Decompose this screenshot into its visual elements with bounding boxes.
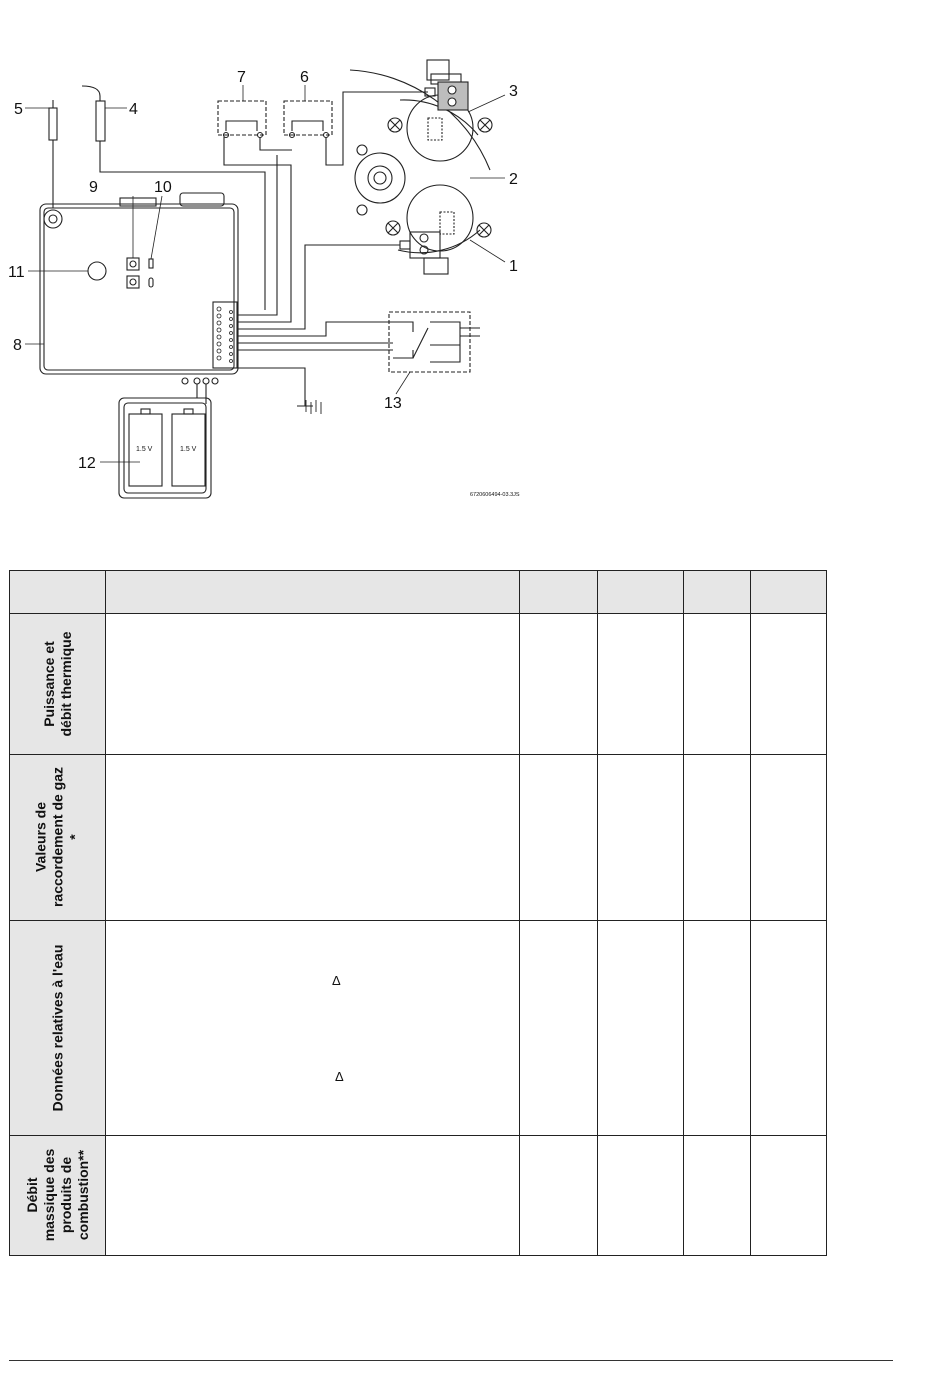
control-unit [40,204,238,374]
callout: 11 [8,264,25,281]
button-11 [88,262,106,280]
section-label: Valeurs de raccordement de gaz * [10,755,106,920]
technical-data-table [9,570,827,1256]
callout: 2 [509,171,518,188]
wiring-diagram [0,0,950,520]
switch-6 [284,101,332,135]
figure-reference: 6720606494-03.3JS [470,492,520,498]
battery-label: 1.5 V [180,446,197,453]
indicator-9 [127,258,139,270]
callout: 9 [89,179,98,196]
callout: 5 [14,101,23,118]
footer-rule [9,1360,893,1361]
callout: 3 [509,83,518,100]
callout: 1 [509,258,518,275]
switch-7 [218,101,266,135]
indicator-10 [149,259,153,268]
section-label: Données relatives à l'eau [10,920,106,1135]
callout: 7 [237,69,246,86]
callout: 12 [78,455,96,472]
delta-symbol: Δ [335,1068,344,1084]
table-row [10,755,827,920]
terminal-block [213,302,237,368]
table-row [10,920,827,1135]
electrode-5 [49,108,57,140]
sensor-4 [96,101,105,141]
table-header-row [10,571,827,614]
callout: 13 [384,395,402,412]
switch-13 [389,312,470,372]
table-row [10,614,827,755]
delta-symbol: Δ [332,972,341,988]
callout: 4 [129,101,138,118]
electrode-socket [44,210,62,228]
section-label: Débit massique des produits de combustion** [10,1135,106,1255]
table-row [10,1135,827,1255]
callout: 6 [300,69,309,86]
callout: 8 [13,337,22,354]
battery-label: 1.5 V [136,446,153,453]
section-label: Puissance et débit thermique [10,614,106,755]
battery-pack [119,398,211,498]
callout: 10 [154,179,172,196]
